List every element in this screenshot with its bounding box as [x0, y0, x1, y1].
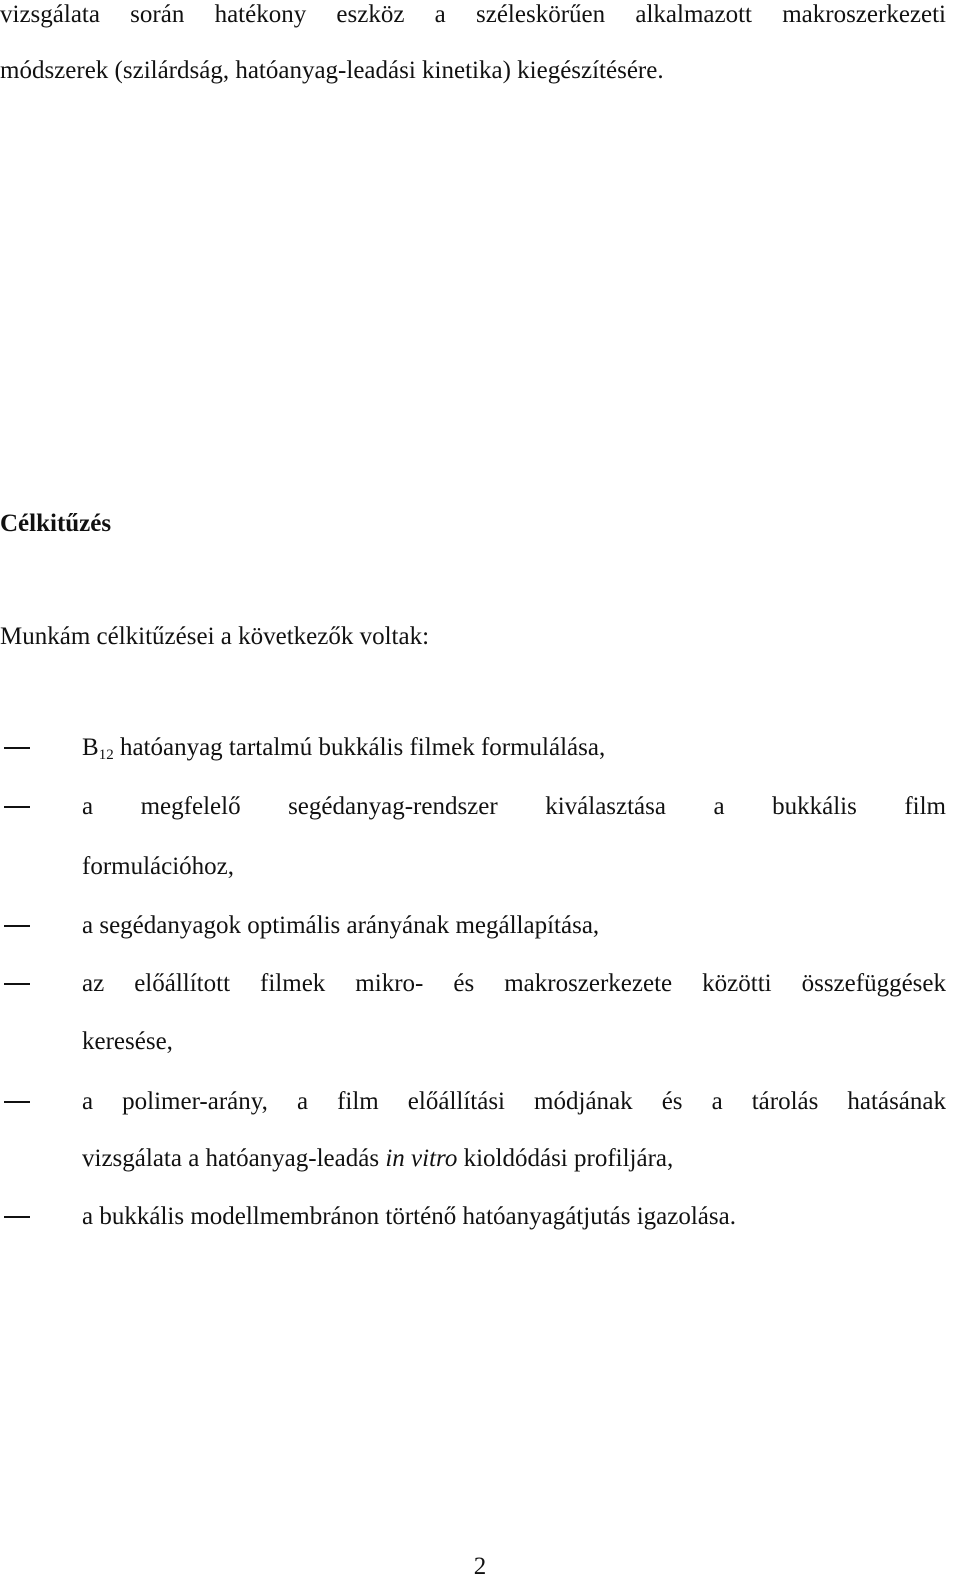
dash-bullet-icon [4, 1216, 30, 1218]
dash-bullet-icon [4, 1101, 30, 1103]
list-item-text: a segédanyagok optimális arányának megállapítása, [82, 912, 600, 939]
list-item-text [82, 733, 605, 763]
text-segment: kioldódási profiljára, [457, 1145, 674, 1172]
list-item-text-continuation: keresése, [82, 1028, 173, 1055]
list-item-rest: hatóanyag tartalmú bukkális filmek formulálása, [113, 734, 606, 761]
text-segment: vizsgálata a hatóanyag-leadás [82, 1145, 386, 1172]
dash-bullet-icon [4, 806, 30, 808]
intro-line-2: módszerek (szilárdság, hatóanyag-leadási kinetika) kiegészítésére. [0, 57, 664, 84]
list-item-text: az előállított filmek mikro- és makroszerkezete közötti összefüggések [82, 970, 946, 997]
page-number: 2 [473, 1553, 487, 1580]
dash-bullet-icon [4, 747, 30, 749]
list-item-text-continuation: formulációhoz, [82, 853, 235, 880]
section-heading: Célkitűzés [0, 510, 112, 537]
list-item-text: a bukkális modellmembránon történő hatóanyagátjutás igazolása. [82, 1203, 736, 1230]
dash-bullet-icon [4, 983, 30, 985]
list-item-text: a megfelelő segédanyag-rendszer kiválasztása a bukkális film [82, 793, 946, 820]
intro-line-1: vizsgálata során hatékony eszköz a széleskörűen alkalmazott makroszerkezeti [0, 1, 946, 28]
list-item-text-continuation [82, 1144, 673, 1174]
in-vitro-italic: in vitro [385, 1145, 458, 1172]
b12-subscript: 12 [98, 747, 114, 763]
list-item-text: a polimer-arány, a film előállítási módjának és a tárolás hatásának [82, 1088, 946, 1115]
b12-symbol: B [82, 734, 99, 761]
dash-bullet-icon [4, 925, 30, 927]
section-lead: Munkám célkitűzései a következők voltak: [0, 623, 430, 650]
